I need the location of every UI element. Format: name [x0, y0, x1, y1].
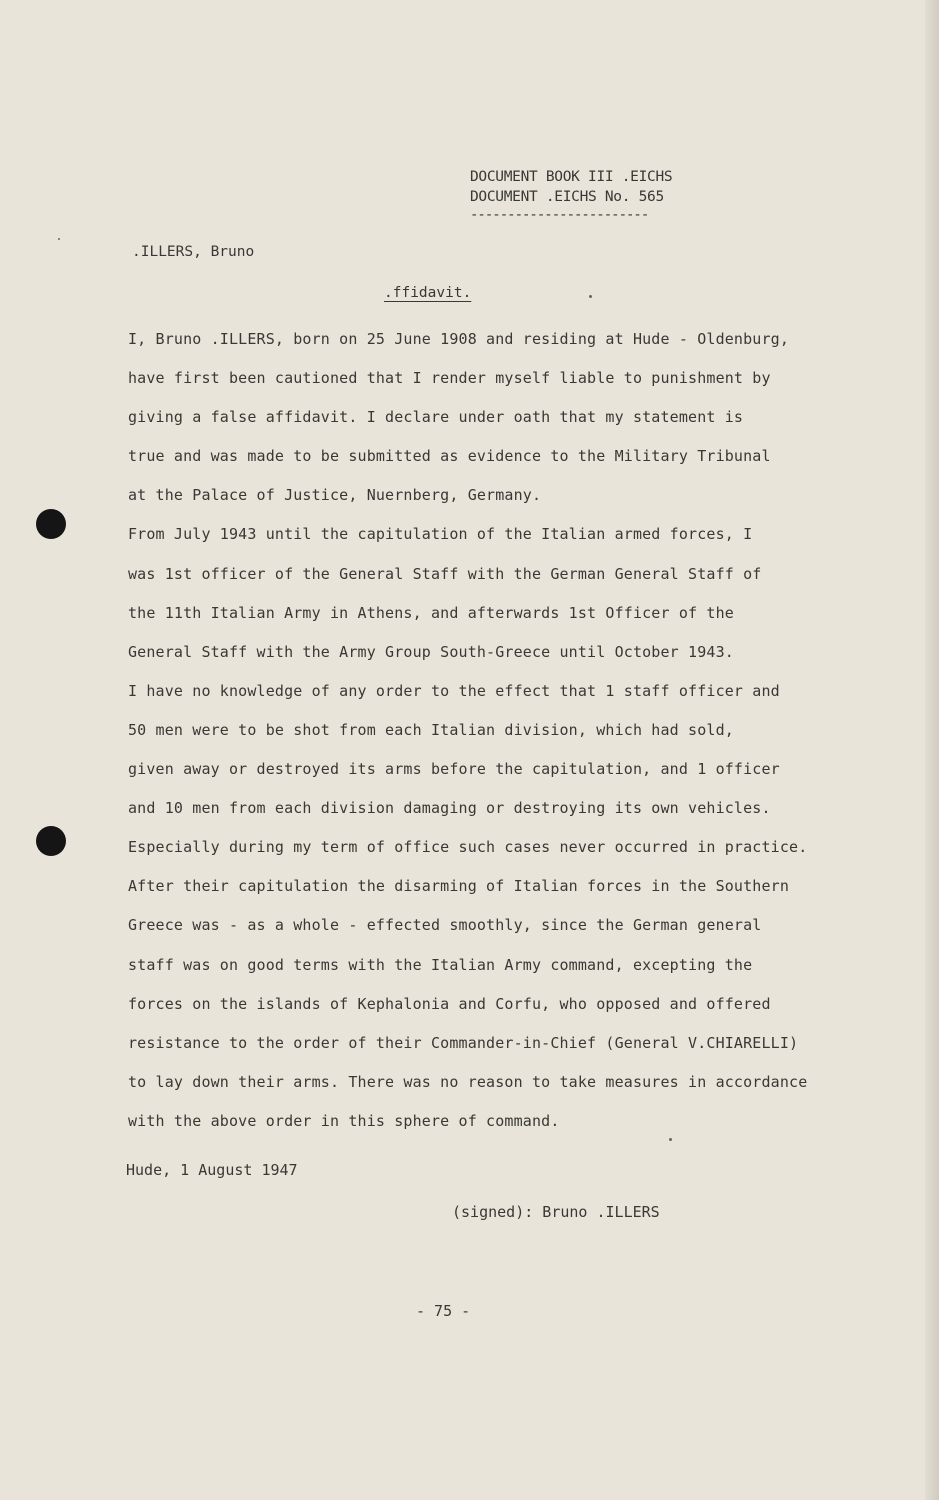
body-line: and 10 men from each division damaging or destroying its own vehicles. [128, 799, 771, 818]
document-reference-header [470, 167, 672, 223]
header-rule: ------------------------ [470, 207, 649, 223]
document-title: .ffidavit. [384, 285, 472, 301]
page-number: - 75 - [416, 1302, 471, 1320]
body-line: 50 men were to be shot from each Italian division, which had sold, [128, 720, 734, 739]
paper-speck [589, 295, 592, 298]
body-line: at the Palace of Justice, Nuernberg, Germany. [128, 486, 542, 505]
document-book-line: DOCUMENT BOOK III .EICHS [470, 169, 673, 185]
body-line: General Staff with the Army Group South-Greece until October 1943. [128, 642, 734, 661]
body-line: the 11th Italian Army in Athens, and afterwards 1st Officer of the [128, 603, 734, 622]
punch-hole-upper [36, 509, 66, 539]
body-line: was 1st officer of the General Staff with the German General Staff of [128, 564, 762, 583]
body-line: forces on the islands of Kephalonia and Corfu, who opposed and offered [128, 994, 771, 1013]
body-line: to lay down their arms. There was no reason to take measures in accordance [128, 1072, 808, 1091]
body-line: giving a false affidavit. I declare under oath that my statement is [128, 408, 744, 427]
body-line: staff was on good terms with the Italian Army command, excepting the [128, 955, 753, 974]
body-line: Greece was - as a whole - effected smoothly, since the German general [128, 916, 762, 935]
body-line: true and was made to be submitted as evidence to the Military Tribunal [128, 447, 771, 466]
paper-speck [58, 238, 60, 240]
body-line: resistance to the order of their Commander-in-Chief (General V.CHIARELLI) [128, 1033, 799, 1052]
document-number-line: DOCUMENT .EICHS No. 565 [470, 189, 664, 205]
paper-edge [925, 0, 939, 1500]
place-and-date: Hude, 1 August 1947 [126, 1161, 298, 1179]
body-line: given away or destroyed its arms before the capitulation, and 1 officer [128, 760, 780, 779]
body-line: From July 1943 until the capitulation of the Italian armed forces, I [128, 525, 753, 544]
signature-line: (signed): Bruno .ILLERS [452, 1203, 660, 1221]
body-line: have first been cautioned that I render myself liable to punishment by [128, 369, 771, 388]
affiant-name: .ILLERS, Bruno [132, 244, 255, 260]
paper-speck [669, 1138, 672, 1141]
body-line: I have no knowledge of any order to the effect that 1 staff officer and [128, 681, 780, 700]
body-line: After their capitulation the disarming of Italian forces in the Southern [128, 877, 790, 896]
body-line: with the above order in this sphere of command. [128, 1111, 560, 1130]
body-line: Especially during my term of office such cases never occurred in practice. [128, 838, 808, 857]
punch-hole-lower [36, 826, 66, 856]
affidavit-body [128, 320, 848, 1141]
body-line: I, Bruno .ILLERS, born on 25 June 1908 and residing at Hude - Oldenburg, [128, 330, 790, 348]
